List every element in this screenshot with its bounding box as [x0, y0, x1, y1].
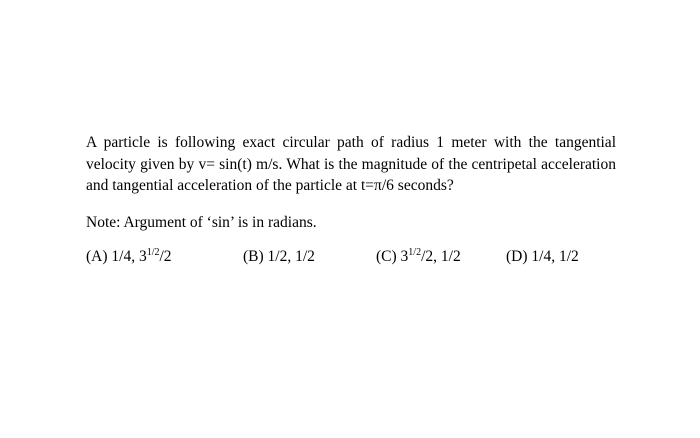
note-text: Note: Argument of ‘sin’ is in radians. [86, 213, 317, 231]
option-c [376, 247, 461, 267]
option-label: (B) [243, 247, 264, 265]
option-label: (D) [506, 247, 528, 265]
option-value: $3^{1/2}/2$, 1/2 [400, 246, 461, 265]
question-text [86, 132, 616, 197]
question-line: A particle is following exact circular path of radius 1 meter with the tangential [86, 134, 616, 151]
question-line: and tangential acceleration of the particle at t=π/6 seconds? [86, 177, 454, 194]
question-line: velocity given by v= sin(t) m/s. What is the magnitude of the centripetal acceleration [86, 155, 616, 173]
option-value: 1/4, 1/2 [531, 247, 579, 265]
option-d [506, 247, 579, 267]
answer-options [86, 247, 616, 269]
option-b [243, 247, 315, 267]
option-a [86, 247, 172, 267]
option-value: 1/4, $3^{1/2}/2$ [111, 246, 172, 265]
question-block [86, 132, 616, 269]
option-label: (A) [86, 247, 108, 265]
option-label: (C) [376, 247, 397, 265]
option-value: 1/2, 1/2 [267, 247, 315, 265]
